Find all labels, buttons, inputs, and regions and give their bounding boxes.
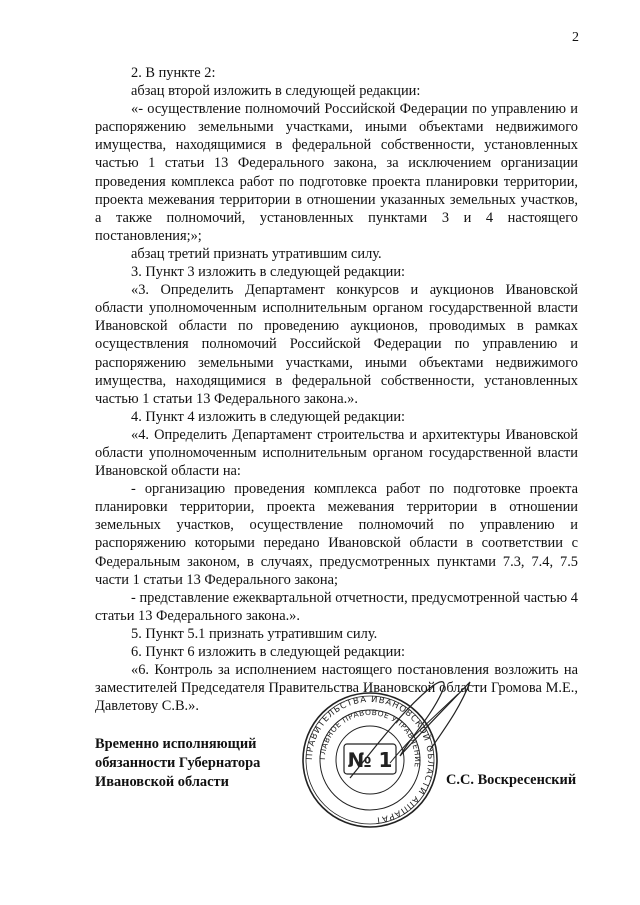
page-number: 2 [572, 30, 579, 45]
document-body [95, 64, 578, 715]
paragraph-quote-item-6: «6. Контроль за исполнением настоящего постановления возложить на заместителей Председателя Правительства Ивановской области Громова М.Е., Давлетову С.В.». [95, 662, 578, 715]
signatory-title-line-1: Временно исполняющий [95, 736, 257, 752]
paragraph-item-4-dash-2: - представление ежеквартальной отчетности, предусмотренной частью 4 статьи 13 Федерального закона.». [95, 589, 578, 624]
paragraph-second-abzac: абзац второй изложить в следующей редакции: [131, 83, 421, 100]
paragraph-item-5: 5. Пункт 5.1 признать утратившим силу. [131, 625, 378, 642]
stamp-inner-text: ГЛАВНОЕ ПРАВОВОЕ УПРАВЛЕНИЕ [317, 707, 423, 769]
signatory-title [95, 735, 260, 792]
paragraph-quote-item-3: «3. Определить Департамент конкурсов и аукционов Ивановской области уполномоченным исполнительным органом государственной власти Ивановской области по проведению аукционов, проводимых в рамках осуществления полномочий Российской Федерации по управлению и распоряжению земельными участками, иными объектами недвижимого имущества, находящимися в федеральной собственности, установленных частью 1 статьи 13 Федерального закона.». [95, 282, 578, 407]
paragraph-item-2-header: 2. В пункте 2: [131, 65, 216, 81]
signatory-name: С.С. Воскресенский [446, 772, 577, 788]
paragraph-item-4-header: 4. Пункт 4 изложить в следующей редакции: [131, 408, 406, 425]
paragraph-item-6-header: 6. Пункт 6 изложить в следующей редакции: [131, 644, 406, 660]
paragraph-item-4-dash-1: - организацию проведения комплекса работ по подготовке проекта планировки территории, проекта межевания территории в отношении земельных участков, осуществление полномочий по управлению и распоряжению которыми передано Ивановской области в соответствии с Федеральным законом, в случаях, предусмотренных пунктами 7.3, 7.4, 7.5 части 1 статьи 13 Федерального закона; [95, 481, 578, 588]
signatory-title-line-3: Ивановской области [95, 774, 229, 790]
paragraph-quote-item-2: «- осуществление полномочий Российской Федерации по управлению и распоряжению земельными участками, иными объектами недвижимого имущества, находящимися в федеральной собственности, установленных частью 1 статьи 13 Федерального закона, за исключением организации проведения комплекса работ по подготовке проекта планировки территории, проекта межевания территории в отношении указанных земельных участков, а также полномочий, установленных пунктами 3 и 4 настоящего постановления;»; [95, 101, 578, 244]
paragraph-item-3-header: 3. Пункт 3 изложить в следующей редакции: [131, 264, 406, 281]
handwritten-signature [330, 668, 480, 788]
paragraph-third-abzac: абзац третий признать утратившим силу. [131, 245, 382, 262]
paragraph-quote-item-4: «4. Определить Департамент строительства и архитектуры Ивановской области уполномоченным исполнительным органом государственной власти Ивановской области на: [95, 426, 578, 480]
stamp-number: № 1 [347, 748, 393, 772]
signatory-title-line-2: обязанности Губернатора [95, 755, 261, 771]
stamp-outer-text: ПРАВИТЕЛЬСТВА ИВАНОВСКОЙ ОБЛАСТИ АППАРАТ [304, 694, 436, 825]
